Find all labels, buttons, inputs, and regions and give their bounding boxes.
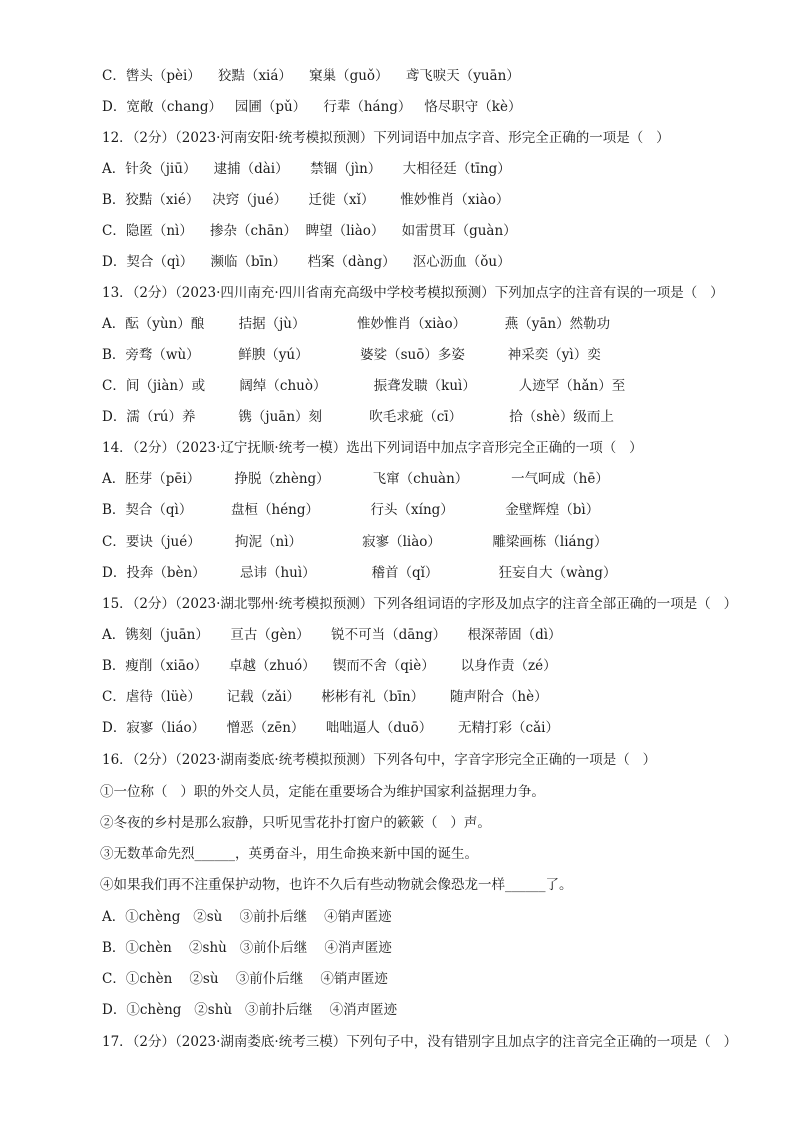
question-16-stem: 16．（2分）（2023·湖南娄底·统考模拟预测）下列各句中，字音字形完全正确的一项是（ ）: [102, 752, 657, 768]
q16-sentence-2: ②冬夜的乡村是那么寂静，只听见雪花扑打窗户的簌簌（ ）声。: [100, 815, 491, 831]
q15-option-c: C．虐待（lüè） 记载（zǎi） 彬彬有礼（bīn） 随声附合（hè）: [102, 689, 548, 705]
q16-option-a: A．①chèng ②sù ③前扑后继 ④销声匿迹: [102, 909, 392, 925]
q12-option-a: A．针灸（jiū） 逮捕（dài） 禁锢（jìn） 大相径廷（tīng）: [102, 161, 511, 177]
q14-option-c: C．要诀（jué） 拘泥（nì） 寂寥（liào） 雕梁画栋（liáng）: [102, 534, 608, 550]
q12-option-c: C．隐匿（nì） 掺杂（chān） 睥望（liào） 如雷贯耳（guàn）: [102, 223, 517, 239]
question-12-stem: 12．（2分）（2023·河南安阳·统考模拟预测）下列词语中加点字音、形完全正确的一项是（ ）: [102, 130, 670, 146]
q12-option-d: D．契合（qì） 濒临（bīn） 档案（dàng） 沤心沥血（ǒu）: [102, 254, 511, 270]
q15-option-d: D．寂寥（liáo） 憎恶（zēn） 咄咄逼人（duō） 无精打彩（cǎi）: [102, 720, 559, 736]
question-13-stem: 13．（2分）（2023·四川南充·四川省南充高级中学校考模拟预测）下列加点字的注音有误的一项是（ ）: [102, 285, 724, 301]
q16-option-b: B．①chèn ②shù ③前仆后继 ④消声匿迹: [102, 940, 392, 956]
q13-option-a: A．酝（yùn）酿 拮据（jù） 惟妙惟肖（xiào） 燕（yān）然勒功: [102, 316, 611, 332]
q15-option-a: A．镌刻（juān） 亘古（gèn） 锐不可当（dāng） 根深蒂固（dì）: [102, 627, 562, 643]
q14-option-d: D．投奔（bèn） 忌讳（huì） 稽首（qǐ） 狂妄自大（wàng）: [102, 565, 617, 581]
q12-option-b: B．狡黠（xié） 决窍（jué） 迁徙（xǐ） 惟妙惟肖（xiào）: [102, 192, 510, 208]
q16-sentence-4: ④如果我们再不注重保护动物，也许不久后有些动物就会像恐龙一样______了。: [100, 877, 573, 893]
q14-option-a: A．胚芽（pēi） 挣脱（zhèng） 飞窜（chuàn） 一气呵成（hē）: [102, 471, 609, 487]
question-15-stem: 15．（2分）（2023·湖北鄂州·统考模拟预测）下列各组词语的字形及加点字的注音全部正确的一项是（ ）: [102, 596, 738, 612]
q16-option-d: D．①chèng ②shù ③前扑后继 ④消声匿迹: [102, 1002, 398, 1018]
question-14-stem: 14．（2分）（2023·辽宁抚顺·统考一模）选出下列词语中加点字音形完全正确的一项（ ）: [102, 440, 643, 456]
q16-option-c: C．①chèn ②sù ③前仆后继 ④销声匿迹: [102, 971, 388, 987]
q11-option-c: C．辔头（pèi） 狡黠（xiá） 窠巢（guǒ） 鸢飞唳天（yuān）: [102, 68, 520, 84]
q13-option-b: B．旁骛（wù） 鲜腴（yú） 婆娑（suō）多姿 神采奕（yì）奕: [102, 347, 601, 363]
q11-option-d: D．宽敞（chang） 园圃（pǔ） 行辈（háng） 恪尽职守（kè）: [102, 99, 522, 115]
q14-option-b: B．契合（qì） 盘桓（héng） 行头（xíng） 金壁辉煌（bì）: [102, 502, 600, 518]
q13-option-d: D．濡（rú）养 镌（juān）刻 吹毛求疵（cī） 拾（shè）级而上: [102, 409, 614, 425]
q15-option-b: B．瘦削（xiāo） 卓越（zhuó） 锲而不舍（qiè） 以身作责（zé）: [102, 658, 557, 674]
question-17-stem: 17．（2分）（2023·湖南娄底·统考三模）下列句子中，没有错别字且加点字的注音完全正确的一项是（ ）: [102, 1034, 738, 1050]
q16-sentence-3: ③无数革命先烈______，英勇奋斗，用生命换来新中国的诞生。: [100, 846, 478, 862]
q13-option-c: C．间（jiàn）或 阔绰（chuò） 振聋发聩（kuì） 人迹罕（hǎn）至: [102, 378, 626, 394]
q16-sentence-1: ①一位称（ ）职的外交人员，定能在重要场合为维护国家利益据理力争。: [100, 784, 545, 800]
